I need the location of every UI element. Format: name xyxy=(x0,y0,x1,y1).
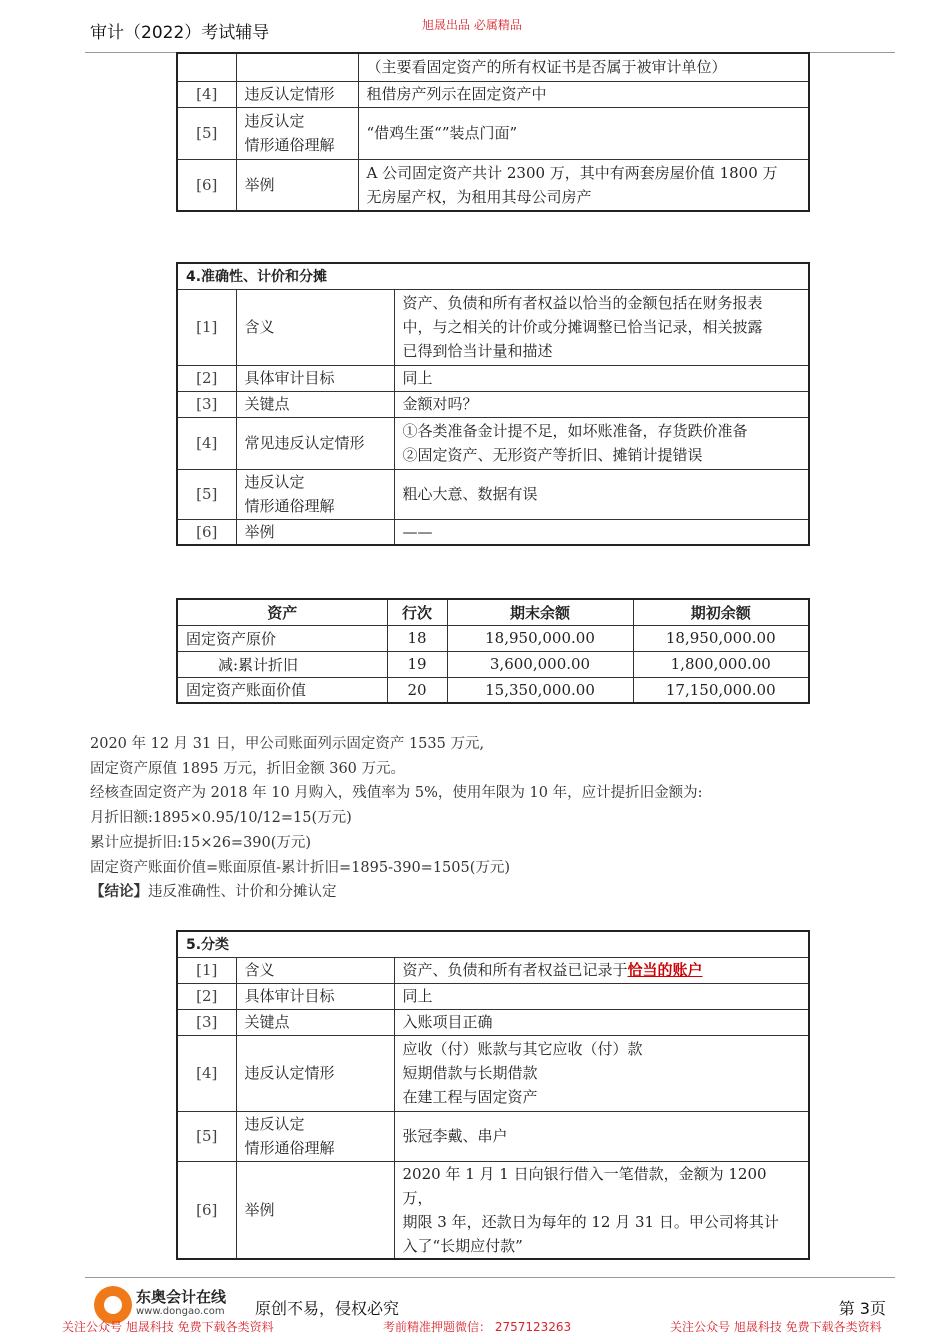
row-label xyxy=(236,365,394,391)
logo-url: www.dongao.com xyxy=(136,1306,225,1317)
row-label xyxy=(236,519,394,545)
row-content-text: “借鸡生蛋“”装点门面” xyxy=(366,124,518,142)
row-number-text: [1] xyxy=(196,961,218,979)
table-row xyxy=(177,469,809,519)
table-row xyxy=(177,53,809,81)
opening-balance: 18,950,000.00 xyxy=(633,625,809,651)
table-accuracy-valuation xyxy=(176,262,810,546)
section-title: 4.准确性、计价和分摊 xyxy=(177,263,809,289)
header-title: 审计（2022）考试辅导 xyxy=(90,23,270,43)
row-content xyxy=(358,107,809,159)
row-number-text: [3] xyxy=(196,395,218,413)
row-number xyxy=(177,107,236,159)
row-number-text: [4] xyxy=(196,1064,218,1082)
row-content-text: 资产、负债和所有者权益以恰当的金额包括在财务报表 中，与之相关的计价或分摊调整已恰当记录，相关披露 已得到恰当计量和描述 xyxy=(402,294,763,360)
row-number-text: [5] xyxy=(196,485,218,503)
row-label-text: 含义 xyxy=(244,961,275,979)
row-number-text: [5] xyxy=(196,124,218,142)
row-label-text: 举例 xyxy=(244,522,275,541)
row-content-text: 粗心大意、数据有误 xyxy=(402,485,538,503)
row-content xyxy=(394,391,809,417)
table-row xyxy=(177,391,809,417)
row-content xyxy=(394,519,809,545)
text-line: 固定资产账面价值=账面原值-累计折旧=1895-390=1505(万元) xyxy=(90,859,511,876)
watermark-middle: 考前精准押题微信： 2757123263 xyxy=(383,1320,572,1334)
conclusion-label: 【结论】 xyxy=(90,884,148,901)
ending-balance: 3,600,000.00 xyxy=(447,651,633,677)
row-number xyxy=(177,81,236,107)
row-label xyxy=(236,1161,394,1259)
row-content-text: 租借房产列示在固定资产中 xyxy=(366,85,547,103)
table-row xyxy=(177,365,809,391)
row-content xyxy=(394,365,809,391)
row-number-text: [4] xyxy=(196,434,218,452)
row-content xyxy=(394,1009,809,1035)
opening-balance: 1,800,000.00 xyxy=(633,651,809,677)
row-number xyxy=(177,983,236,1009)
row-number xyxy=(177,1035,236,1111)
row-label xyxy=(236,983,394,1009)
row-content-text: 张冠李戴、串户 xyxy=(402,1127,508,1145)
row-label xyxy=(236,81,358,107)
ending-balance: 18,950,000.00 xyxy=(447,625,633,651)
row-number xyxy=(177,417,236,469)
row-content-text: 同上 xyxy=(402,369,433,387)
row-number-text: [6] xyxy=(196,175,218,194)
row-number xyxy=(177,469,236,519)
row-content-text: —— xyxy=(402,522,433,541)
row-label-text: 关键点 xyxy=(244,395,290,413)
row-label-text: 常见违反认定情形 xyxy=(244,434,365,452)
text-line: 固定资产原值 1895 万元，折旧金额 360 万元。 xyxy=(90,760,406,777)
table-row xyxy=(177,159,809,211)
text-line: 2020 年 12 月 31 日，甲公司账面列示固定资产 1535 万元, xyxy=(90,736,485,752)
conclusion-text: 违反准确性、计价和分摊认定 xyxy=(148,884,337,901)
row-content xyxy=(394,1035,809,1111)
table-row xyxy=(177,519,809,545)
row-number-text: [6] xyxy=(196,522,218,541)
row-number-text: [3] xyxy=(196,1013,218,1031)
row-content xyxy=(394,469,809,519)
table-existence-continued xyxy=(176,52,810,212)
row-label-text: 违反认定 情形通俗理解 xyxy=(244,473,335,515)
table-row xyxy=(177,107,809,159)
row-number xyxy=(177,1161,236,1259)
row-content xyxy=(358,81,809,107)
asset-item: 减:累计折旧 xyxy=(177,651,387,677)
watermark-left: 关注公众号 旭晟科技 免费下载各类资料 xyxy=(62,1320,274,1334)
header-slogan: 旭晟出品 必属精品 xyxy=(422,18,522,32)
row-label xyxy=(236,957,394,983)
table-row xyxy=(177,1161,809,1259)
table-row xyxy=(177,1035,809,1111)
row-number xyxy=(177,365,236,391)
row-number-text: [2] xyxy=(196,987,218,1005)
row-content xyxy=(394,983,809,1009)
row-content xyxy=(394,1161,809,1259)
row-content xyxy=(358,159,809,211)
table-classification xyxy=(176,930,810,1260)
row-content-text: 入账项目正确 xyxy=(402,1013,493,1031)
table-row xyxy=(177,625,809,651)
row-content-text: 资产、负债和所有者权益已记录于 xyxy=(402,961,628,979)
row-label-text: 违反认定 情形通俗理解 xyxy=(244,112,335,154)
row-content xyxy=(394,1111,809,1161)
row-content xyxy=(394,417,809,469)
page-number: 第 3页 xyxy=(838,1299,886,1318)
row-content-text: 同上 xyxy=(402,987,433,1005)
row-number xyxy=(177,957,236,983)
row-content-text: A 公司固定资产共计 2300 万，其中有两套房屋价值 1800 万 无房屋产权，为租用其母公司房产 xyxy=(366,163,778,206)
row-content-text: ①各类准备金计提不足，如坏账准备，存货跌价准备 ②固定资产、无形资产等折旧、摊销计提错误 xyxy=(402,422,748,464)
table-row xyxy=(177,289,809,365)
text-line: 经核查固定资产为 2018 年 10 月购入，残值率为 5%，使用年限为 10 年，应计提折旧金额为: xyxy=(90,785,703,802)
line-number: 19 xyxy=(387,651,447,677)
table-row xyxy=(177,651,809,677)
row-label xyxy=(236,1035,394,1111)
row-number xyxy=(177,519,236,545)
line-number: 18 xyxy=(387,625,447,651)
row-number xyxy=(177,1111,236,1161)
opening-balance: 17,150,000.00 xyxy=(633,677,809,703)
table-row xyxy=(177,677,809,703)
row-content-text: （主要看固定资产的所有权证书是否属于被审计单位） xyxy=(366,58,727,77)
row-label-text: 含义 xyxy=(244,318,275,336)
row-number-text: [5] xyxy=(196,1127,218,1145)
column-header: 行次 xyxy=(387,599,447,625)
table-row xyxy=(177,1111,809,1161)
text-line: 月折旧额:1895×0.95/10/12=15(万元) xyxy=(90,810,352,827)
table-row xyxy=(177,957,809,983)
row-number-text: [1] xyxy=(196,318,218,336)
row-label xyxy=(236,289,394,365)
text-line: 累计应提折旧:15×26=390(万元) xyxy=(90,834,312,851)
row-label-text: 关键点 xyxy=(244,1013,290,1031)
row-label-text: 违反认定情形 xyxy=(244,85,335,103)
table-row xyxy=(177,417,809,469)
row-content-text: 应收（付）账款与其它应收（付）款 短期借款与长期借款 在建工程与固定资产 xyxy=(402,1040,643,1106)
row-label xyxy=(236,417,394,469)
row-label-text: 举例 xyxy=(244,1200,275,1219)
row-label-text: 违反认定情形 xyxy=(244,1064,335,1082)
row-number xyxy=(177,289,236,365)
section-title: 5.分类 xyxy=(177,931,809,957)
footer-divider xyxy=(85,1277,895,1278)
row-label xyxy=(236,107,358,159)
row-number xyxy=(177,53,236,81)
row-label-text: 违反认定 情形通俗理解 xyxy=(244,1115,335,1157)
column-header: 期末余额 xyxy=(447,599,633,625)
column-header: 期初余额 xyxy=(633,599,809,625)
row-label-text: 具体审计目标 xyxy=(244,987,335,1005)
row-label xyxy=(236,159,358,211)
row-number xyxy=(177,159,236,211)
column-header: 资产 xyxy=(177,599,387,625)
row-label-text: 具体审计目标 xyxy=(244,369,335,387)
row-content xyxy=(394,957,809,983)
row-content xyxy=(358,53,809,81)
example-calculation xyxy=(90,732,702,905)
ending-balance: 15,350,000.00 xyxy=(447,677,633,703)
table-row xyxy=(177,1009,809,1035)
conclusion xyxy=(90,880,702,905)
row-content-text: 2020 年 1 月 1 日向银行借入一笔借款，金额为 1200 万， 期限 3 年，还款日为每年的 12 月 31 日。甲公司将其计 入了“长期应付款” xyxy=(402,1164,779,1255)
table-row xyxy=(177,983,809,1009)
logo-text: 东奥会计在线 xyxy=(136,1288,227,1306)
row-label xyxy=(236,1111,394,1161)
row-number-text: [4] xyxy=(196,85,218,103)
balance-sheet-table xyxy=(176,598,810,704)
row-number-text: [6] xyxy=(196,1200,218,1219)
row-label xyxy=(236,469,394,519)
highlighted-term: 恰当的账户 xyxy=(627,961,703,979)
row-label xyxy=(236,1009,394,1035)
row-label xyxy=(236,53,358,81)
row-content xyxy=(394,289,809,365)
row-label-text: 举例 xyxy=(244,175,275,194)
row-number xyxy=(177,1009,236,1035)
asset-item: 固定资产账面价值 xyxy=(177,677,387,703)
asset-item: 固定资产原价 xyxy=(177,625,387,651)
table-row xyxy=(177,81,809,107)
row-number xyxy=(177,391,236,417)
line-number: 20 xyxy=(387,677,447,703)
footer-slogan: 原创不易，侵权必究 xyxy=(255,1299,400,1318)
watermark-right: 关注公众号 旭晟科技 免费下载各类资料 xyxy=(670,1320,882,1334)
row-number-text: [2] xyxy=(196,369,218,387)
row-label xyxy=(236,391,394,417)
row-content-text: 金额对吗？ xyxy=(402,395,478,413)
